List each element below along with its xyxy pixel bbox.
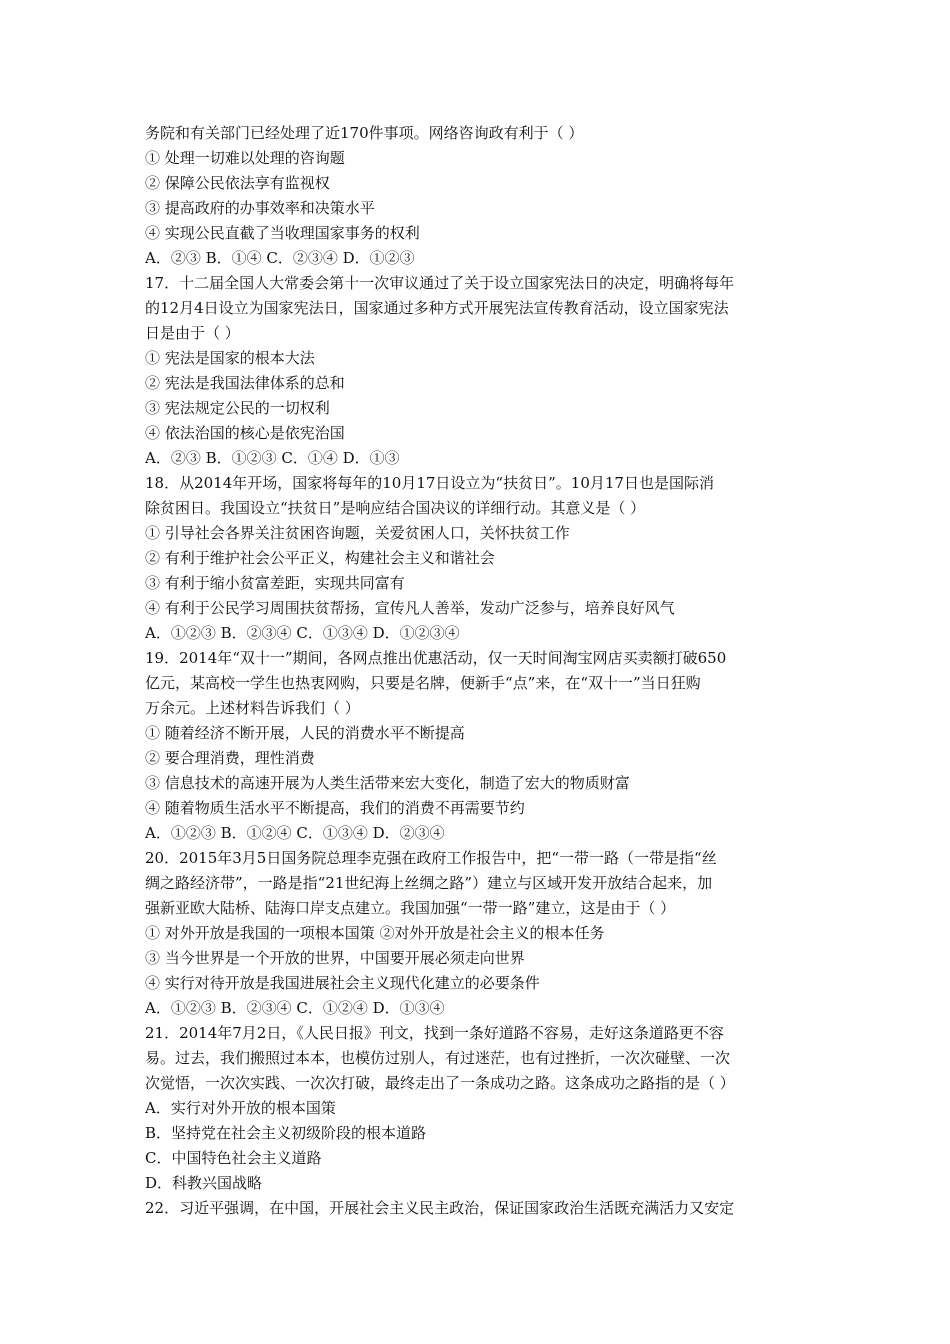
choice-a: A．实行对外开放的根本国策 [145,1099,336,1117]
text-line: 的12月4日设立为国家宪法日，国家通过多种方式开展宪法宣传教育活动，设立国家宪法 [145,299,729,317]
text-line: 日是由于（ ） [145,324,240,342]
text-line: 亿元，某高校一学生也热衷网购，只要是名牌，便新手“点”来，在“双十一”当日狂购 [145,674,701,692]
text-line: 万余元。上述材料告诉我们（ ） [145,699,360,717]
answer-choices: A．①②③ B．①②④ C．①③④ D．②③④ [145,824,445,842]
text-line: 次觉悟，一次次实践、一次次打破，最终走出了一条成功之路。这条成功之路指的是（ ） [145,1074,735,1092]
question-18: 18．从2014年开场，国家将每年的10月17日设立为“扶贫日”。10月17日也是国际消 [145,474,714,492]
option-line: ① 引导社会各界关注贫困咨询题，关爱贫困人口，关怀扶贫工作 [145,524,570,542]
option-line: ④ 实行对待开放是我国进展社会主义现代化建立的必要条件 [145,974,540,992]
option-line: ① 对外开放是我国的一项根本国策 ②对外开放是社会主义的根本任务 [145,924,605,942]
answer-choices: A．②③ B．①④ C．②③④ D．①②③ [145,249,415,267]
question-17: 17．十二届全国人大常委会第十一次审议通过了关于设立国家宪法日的决定，明确将每年 [145,274,735,292]
option-line: ② 宪法是我国法律体系的总和 [145,374,345,392]
option-line: ① 处理一切难以处理的咨询题 [145,149,345,167]
option-line: ④ 随着物质生活水平不断提高，我们的消费不再需要节约 [145,799,525,817]
text-line: 除贫困日。我国设立“扶贫日”是响应结合国决议的详细行动。其意义是（ ） [145,499,646,517]
question-20: 20．2015年3月5日国务院总理李克强在政府工作报告中，把“一带一路（一带是指“丝 [145,849,717,867]
answer-choices: A．②③ B．①②③ C．①④ D．①③ [145,449,400,467]
option-line: ② 要合理消费，理性消费 [145,749,315,767]
option-line: ② 保障公民依法享有监视权 [145,174,330,192]
option-line: ③ 信息技术的高速开展为人类生活带来宏大变化，制造了宏大的物质财富 [145,774,630,792]
question-19: 19．2014年“双十一”期间，各网点推出优惠活动，仅一天时间淘宝网店买卖额打破650 [145,649,727,667]
option-line: ④ 有利于公民学习周围扶贫帮扬，宣传凡人善举，发动广泛参与，培养良好风气 [145,599,675,617]
document-page [145,121,810,1221]
text-line: 务院和有关部门已经处理了近170件事项。网络咨询政有利于（ ） [145,124,584,142]
answer-choices: A．①②③ B．②③④ C．①②④ D．①③④ [145,999,445,1017]
option-line: ② 有利于维护社会公平正义，构建社会主义和谐社会 [145,549,495,567]
text-line: 易。过去，我们搬照过本本，也模仿过别人，有过迷茫，也有过挫折，一次次碰壁、一次 [145,1049,731,1067]
choice-b: B．坚持党在社会主义初级阶段的根本道路 [145,1124,427,1142]
choice-d: D．科教兴国战略 [145,1174,263,1192]
option-line: ④ 实现公民直截了当收理国家事务的权利 [145,224,420,242]
option-line: ① 宪法是国家的根本大法 [145,349,315,367]
answer-choices: A．①②③ B．②③④ C．①③④ D．①②③④ [145,624,460,642]
question-21: 21．2014年7月2日，《人民日报》刊文，找到一条好道路不容易，走好这条道路更不容 [145,1024,724,1042]
option-line: ④ 依法治国的核心是依宪治国 [145,424,345,442]
option-line: ③ 当今世界是一个开放的世界，中国要开展必须走向世界 [145,949,525,967]
text-line: 强新亚欧大陆桥、陆海口岸支点建立。我国加强“一带一路”建立，这是由于（ ） [145,899,676,917]
question-22: 22．习近平强调，在中国，开展社会主义民主政治，保证国家政治生活既充满活力又安定 [145,1199,735,1217]
option-line: ① 随着经济不断开展，人民的消费水平不断提高 [145,724,465,742]
option-line: ③ 有利于缩小贫富差距，实现共同富有 [145,574,405,592]
option-line: ③ 提高政府的办事效率和决策水平 [145,199,375,217]
text-line: 绸之路经济带”，一路是指“21世纪海上丝绸之路”）建立与区域开发开放结合起来，加 [145,874,713,892]
choice-c: C．中国特色社会主义道路 [145,1149,322,1167]
option-line: ③ 宪法规定公民的一切权利 [145,399,330,417]
